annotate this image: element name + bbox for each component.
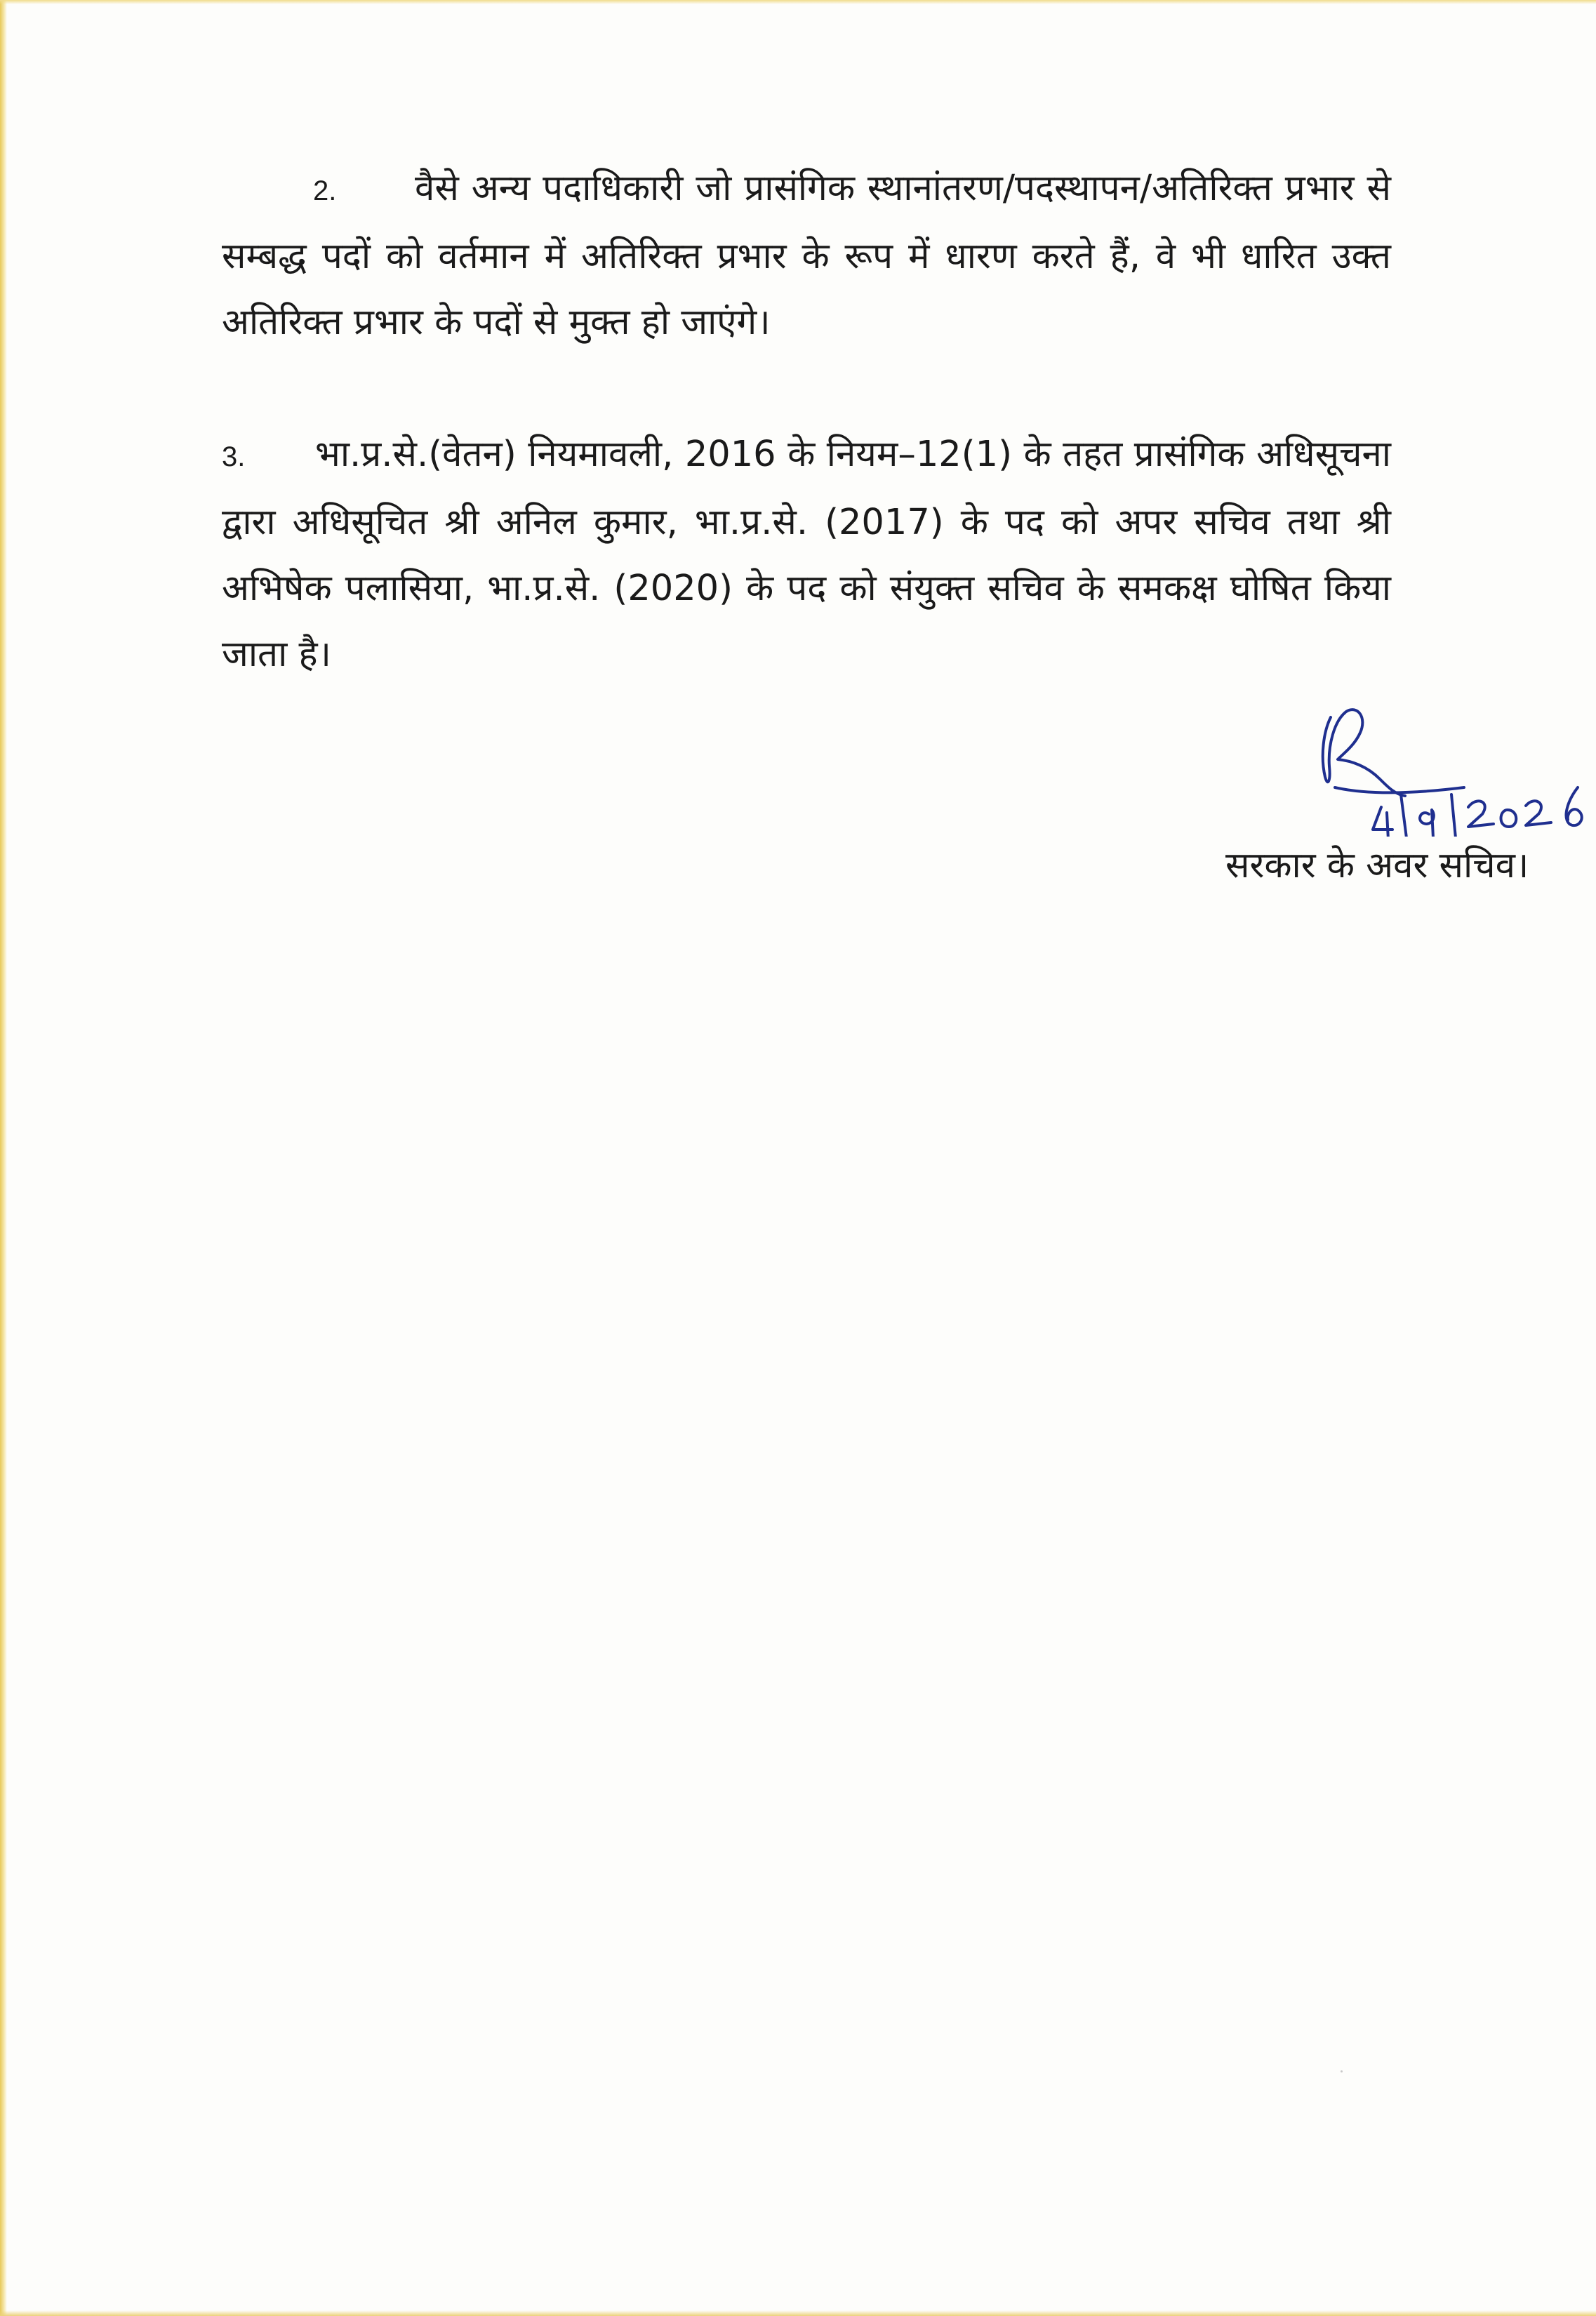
- paragraph-3-text: भा.प्र.से.(वेतन) नियमावली, 2016 के नियम–12(1) के तहत प्रासंगिक अधिसूचना द्वारा अधिसूचित श्री अनिल कुमार, भा.प्र.से. (2017) के पद को अपर सचिव तथा श्री अभिषेक पलासिया, भा.प्र.से. (2020) के पद को संयुक्त सचिव के समकक्ष घोषित किया जाता है।: [222, 434, 1391, 675]
- paragraph-2: [222, 156, 1391, 356]
- paragraph-3: [222, 422, 1391, 688]
- paragraph-2-number: 2.: [313, 175, 337, 206]
- signature-block: [1204, 689, 1596, 900]
- paper-speck: [1341, 2070, 1343, 2072]
- handwritten-signature: [1303, 689, 1596, 837]
- signatory-title: सरकार के अवर सचिव।: [1225, 845, 1529, 886]
- paragraph-2-text: वैसे अन्य पदाधिकारी जो प्रासंगिक स्थानांतरण/पदस्थापन/अतिरिक्त प्रभार से सम्बद्ध पदों को वर्तमान में अतिरिक्त प्रभार के रूप में धारण करते हैं, वे भी धारित उक्त अतिरिक्त प्रभार के पदों से मुक्त हो जाएंगे।: [222, 168, 1391, 343]
- paper-edge-top: [0, 0, 1596, 4]
- paper-edge-bottom: [0, 2310, 1596, 2316]
- paper-edge-left: [0, 0, 7, 2316]
- document-page: [222, 156, 1529, 886]
- paragraph-3-number: 3.: [222, 441, 246, 472]
